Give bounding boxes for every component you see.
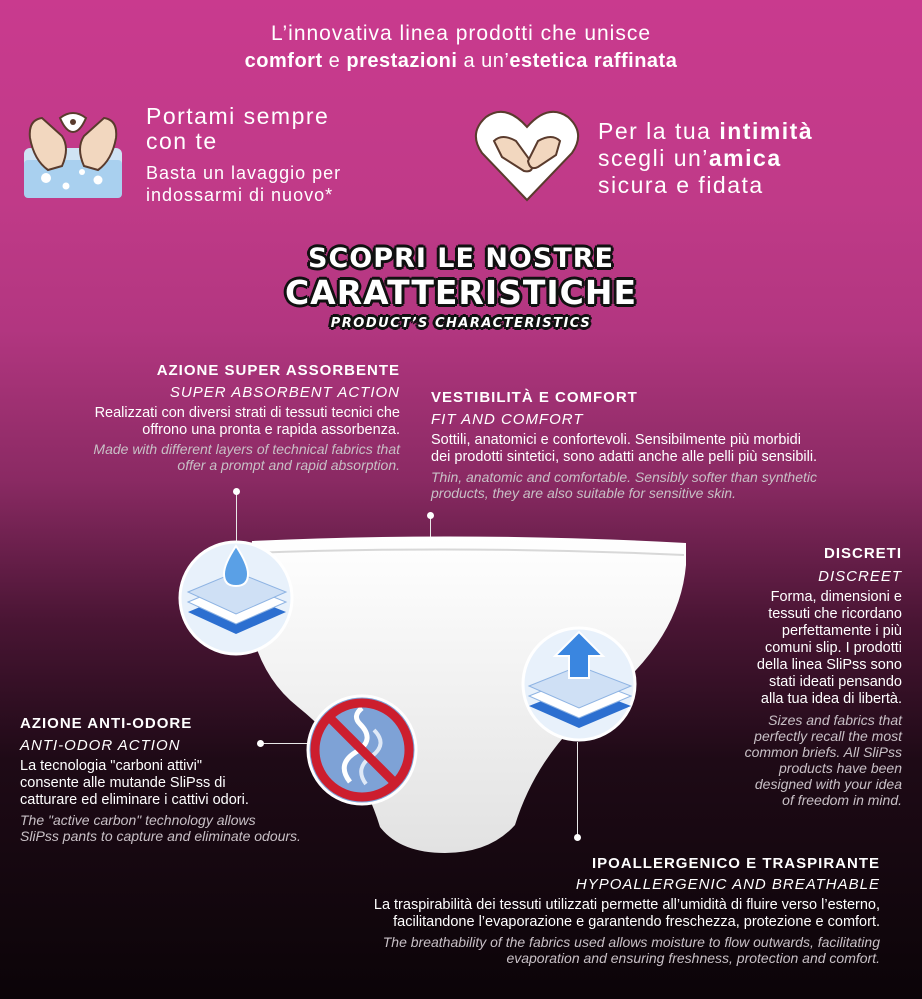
odor-title: AZIONE ANTI-ODORE [20,715,193,732]
heading-line-2: CARATTERISTICHE [284,273,638,312]
fit-it-2: dei prodotti sintetici, sono adatti anche alle pelli più sensibili. [431,449,818,465]
discreet-it-line: Forma, dimensioni e [770,589,902,605]
connector-dot-fit [427,512,434,519]
intro-line-1: L’innovativa linea prodotti che unisce [270,22,652,45]
breathable-en-1: The breathability of the fabrics used allows moisture to flow outwards, facilitating [382,934,880,950]
discreet-it-line: stati ideati pensando [768,674,902,690]
discreet-en-line: of freedom in mind. [782,792,902,808]
fit-block [431,389,911,501]
wash-title-line-2: con te [146,128,218,154]
discreet-block [692,545,902,808]
fit-it-1: Sottili, anatomici e confortevoli. Sensibilmente più morbidi [431,432,801,448]
odor-block [20,715,360,844]
wash-title-line-1: Portami sempre [146,103,330,129]
heading-subtitle: PRODUCT’S CHARACTERISTICS [330,316,592,331]
intro-performance: prestazioni [346,50,458,72]
intimacy-text [598,118,813,199]
fit-title: VESTIBILITÀ E COMFORT [431,389,638,406]
intro-aesthetic: estetica raffinata [509,50,678,72]
breathable-it-2: facilitandone l’evaporazione e garantendo freschezza, protezione e comfort. [393,914,880,930]
absorbent-en-2: offer a prompt and rapid absorption. [177,457,400,473]
odor-it-2: consente alle mutande SliPss di [20,775,226,791]
odor-it-1: La tecnologia "carboni attivi" [20,758,202,774]
fit-en-2: products, they are also suitable for sensitive skin. [431,485,737,501]
connector-dot-absorbent [233,488,240,495]
absorbent-title: AZIONE SUPER ASSORBENTE [156,362,400,379]
intro-line-2 [0,50,922,73]
fit-en-1: Thin, anatomic and comfortable. Sensibly softer than synthetic [431,469,817,485]
wash-subtitle-line-2: indossarmi di nuovo* [146,185,334,205]
heading-line-1: SCOPRI LE NOSTRE [308,243,614,274]
intimacy-line-3: sicura e fidata [598,172,764,198]
discreet-en-line: common briefs. All SliPss [744,744,902,760]
intimacy-line-1a: Per la tua [598,118,720,144]
fit-subtitle: FIT AND COMFORT [431,411,584,428]
odor-subtitle: ANTI-ODOR ACTION [20,737,181,754]
odor-it-3: catturare ed eliminare i cattivi odori. [20,792,249,808]
discreet-en-line: products have been [779,760,902,776]
discreet-en [692,712,902,808]
breathable-title: IPOALLERGENICO E TRASPIRANTE [591,855,880,872]
heart-hands-icon [472,105,582,205]
discreet-it-line: della linea SliPss sono [756,657,902,673]
discreet-it-line: perfettamente i più [781,623,902,639]
intimacy-line-1 [598,118,813,145]
absorbent-it-2: offrono una pronta e rapida assorbenza. [142,422,400,438]
breathable-it-1: La traspirabilità dei tessuti utilizzati permette all’umidità di fluire verso l’esterno, [373,897,880,913]
absorbent-subtitle: SUPER ABSORBENT ACTION [169,384,400,401]
breathable-layers-icon [521,626,637,742]
breathable-block [240,855,880,966]
intimacy-line-2b: amica [708,145,782,171]
breathable-en-2: evaporation and ensuring freshness, protection and comfort. [506,950,880,966]
discreet-subtitle: DISCREET [818,568,902,585]
absorbent-en-1: Made with different layers of technical fabrics that [93,441,400,457]
intro-to: a un’ [457,50,510,72]
discreet-en-line: Sizes and fabrics that [768,712,902,728]
discreet-it-line: tessuti che ricordano [768,606,902,622]
hands-washing-icon [18,108,128,203]
wash-subtitle [146,162,341,206]
absorbent-layers-icon [178,540,294,656]
discreet-en-line: perfectly recall the most [754,728,902,744]
discreet-it [692,589,902,708]
odor-en-1: The "active carbon" technology allows [20,812,256,828]
discreet-it-line: comuni slip. I prodotti [764,640,902,656]
intimacy-line-2 [598,145,813,172]
wash-subtitle-line-1: Basta un lavaggio per [146,163,342,183]
discreet-it-line: alla tua idea di libertà. [760,691,902,707]
intro-and: e [322,50,347,72]
intro-comfort: comfort [244,50,323,72]
wash-title [146,104,329,154]
absorbent-it-1: Realizzati con diversi strati di tessuti tecnici che [94,405,400,421]
intimacy-line-2a: scegli un’ [598,145,709,171]
odor-en-2: SliPss pants to capture and eliminate odours. [20,828,301,844]
intimacy-line-1b: intimità [719,118,814,144]
connector-absorbent [236,492,237,544]
absorbent-block [20,362,400,473]
discreet-en-line: designed with your idea [754,776,902,792]
discreet-title: DISCRETI [823,545,902,562]
breathable-subtitle: HYPOALLERGENIC AND BREATHABLE [575,876,880,893]
